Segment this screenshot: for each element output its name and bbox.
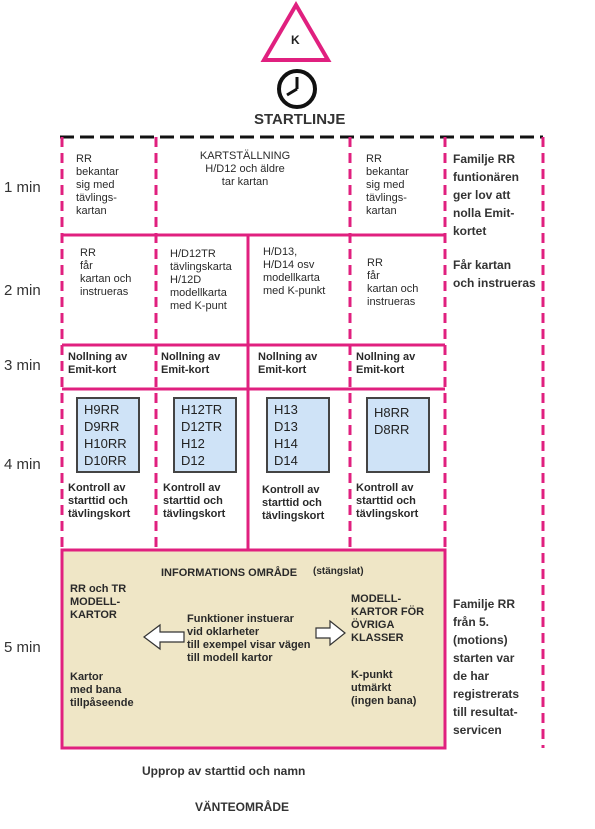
info-center-text: Funktioner instuerar vid oklarheter till exempel visar vägen till modell kartor: [187, 613, 311, 664]
time-label-4: 4 min: [4, 456, 41, 473]
row3-cell1-text: Nollning av Emit-kort: [68, 351, 128, 376]
row1-right-text: RR bekantar sig med tävlings- kartan: [366, 153, 409, 217]
call-label: Upprop av starttid och namn: [142, 764, 306, 778]
info-right-text: MODELL- KARTOR FÖR ÖVRIGA KLASSER: [351, 593, 425, 644]
class-box-1: H9RR D9RR H10RR D10RR: [76, 397, 140, 473]
time-label-2: 2 min: [4, 282, 41, 299]
row4-control-2: Kontroll av starttid och tävlingskort: [163, 482, 226, 520]
clock-icon: [279, 71, 315, 107]
info-left-bottom-text: Kartor med bana tillpåseende: [70, 671, 134, 709]
row1-middle-text: KARTSTÄLLNING H/D12 och äldre tar kartan: [199, 150, 291, 188]
class-box-3: H13 D13 H14 D14: [266, 397, 330, 473]
info-title-note: (stängslat): [313, 566, 364, 577]
row4-control-4: Kontroll av starttid och tävlingskort: [356, 482, 419, 520]
row2-cell2-text: H/D12TR tävlingskarta H/12D modellkarta med K-punt: [170, 248, 232, 312]
class-box-4: H8RR D8RR: [366, 397, 430, 473]
row2-cell3-text: H/D13, H/D14 osv modellkarta med K-punkt: [263, 246, 326, 297]
start-line-title: STARTLINJE: [254, 111, 346, 128]
waiting-area-label: VÄNTEOMRÅDE: [195, 800, 290, 814]
class-box-2: H12TR D12TR H12 D12: [173, 397, 237, 473]
time-label-5: 5 min: [4, 639, 41, 656]
info-title: INFORMATIONS OMRÅDE: [161, 567, 298, 579]
row1-left-text: RR bekantar sig med tävlings- kartan: [76, 153, 119, 217]
row4-control-1: Kontroll av starttid och tävlingskort: [68, 482, 131, 520]
time-label-1: 1 min: [4, 179, 41, 196]
start-symbol-label: K: [291, 33, 300, 47]
row3-cell3-text: Nollning av Emit-kort: [258, 351, 318, 376]
row4-control-3: Kontroll av starttid och tävlingskort: [262, 484, 325, 522]
note-family-rr-top: Familje RR funtionären ger lov att nolla Emit- kortet: [453, 152, 519, 238]
info-left-text: RR och TR MODELL- KARTOR: [70, 583, 127, 621]
row3-cell2-text: Nollning av Emit-kort: [161, 351, 221, 376]
info-right-bottom-text: K-punkt utmärkt (ingen bana): [351, 669, 417, 707]
row3-cell4-text: Nollning av Emit-kort: [356, 351, 416, 376]
row2-cell1-text: RR får kartan och instrueras: [80, 247, 132, 298]
time-label-3: 3 min: [4, 357, 41, 374]
note-family-rr-bottom: Familje RR från 5. (motions) starten var de har registrerats till resultat- servicen: [453, 597, 520, 737]
note-get-map: Får kartan och instrueras: [453, 258, 536, 290]
row2-cell4-text: RR får kartan och instrueras: [367, 257, 419, 308]
